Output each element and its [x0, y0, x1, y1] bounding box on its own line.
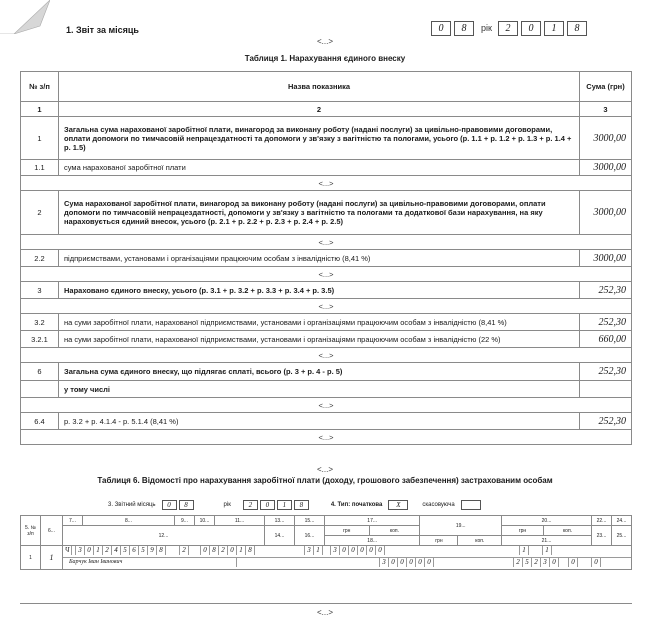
- col-header-name: Назва показника: [59, 72, 580, 102]
- row-line2: [63, 558, 631, 569]
- col-head-6: 6...: [41, 516, 63, 546]
- sub-kop: коп.: [544, 526, 592, 536]
- ellipsis-row: <...>: [21, 430, 632, 445]
- sum-cell[interactable]: 0: [358, 546, 367, 555]
- row-sum[interactable]: 3000,00: [580, 160, 632, 176]
- col-head-12: 12...: [63, 526, 265, 546]
- year-digit-box[interactable]: 1: [277, 500, 292, 510]
- contrib-cell[interactable]: 3: [541, 558, 550, 567]
- row-text: на суми заробітної плати, нарахованої підприємствами, установами і організаціями працюючим особам з інвалідністю (8,41 %): [59, 314, 580, 331]
- col-head-15: 15...: [295, 516, 325, 526]
- id-cell[interactable]: 5: [121, 546, 130, 555]
- row-sum[interactable]: 252,30: [580, 363, 632, 381]
- year-digit-box[interactable]: 0: [260, 500, 275, 510]
- col-head-8: 8...: [83, 516, 175, 526]
- report-month-title: 1. Звіт за місяць: [66, 25, 139, 35]
- ellipsis-marker: <...>: [316, 608, 333, 617]
- table-row: [21, 282, 632, 299]
- row-number: 6: [21, 363, 59, 381]
- date-cell[interactable]: 8: [210, 546, 219, 555]
- date-cell[interactable]: 1: [237, 546, 246, 555]
- id-cell[interactable]: 8: [157, 546, 166, 555]
- sum-cell[interactable]: 0: [416, 558, 425, 567]
- date-cell[interactable]: 0: [201, 546, 210, 555]
- table-row: [21, 363, 632, 381]
- row-sum[interactable]: 660,00: [580, 331, 632, 348]
- row-data-strip: [63, 546, 632, 570]
- row-text: сума нарахованої заробітної плати: [59, 160, 580, 176]
- id-cell[interactable]: 9: [148, 546, 157, 555]
- id-cell[interactable]: 5: [139, 546, 148, 555]
- row-sum[interactable]: 252,30: [580, 413, 632, 430]
- page-curl: [0, 0, 50, 34]
- table6-year-label: рік: [223, 502, 231, 508]
- year-digit-box[interactable]: 8: [294, 500, 309, 510]
- col-number-2: 2: [59, 102, 580, 117]
- row-line1: [63, 546, 631, 558]
- row-number: 3.2.1: [21, 331, 59, 348]
- col-head-25: 25...: [612, 526, 632, 546]
- year-digit-box[interactable]: 0: [521, 21, 541, 36]
- sum-cell[interactable]: 0: [367, 546, 376, 555]
- row-sum[interactable]: [580, 381, 632, 398]
- contrib-cell[interactable]: 2: [514, 558, 523, 567]
- row-text: Нараховано єдиного внеску, усього (р. 3.1 + р. 3.2 + р. 3.3 + р. 3.4 + р. 3.5): [59, 282, 580, 299]
- contrib-cell[interactable]: 2: [532, 558, 541, 567]
- id-cell[interactable]: 4: [112, 546, 121, 555]
- row-text: Загальна сума єдиного внеску, що підлягає сплаті, всього (р. 3 + р. 4 - р. 5): [59, 363, 580, 381]
- col-header-sum: Сума (грн): [580, 72, 632, 102]
- table-row: [21, 331, 632, 348]
- sum-cell[interactable]: 0: [349, 546, 358, 555]
- row-text: підприємствами, установами і організаціями працюючим особам з інвалідністю (8,41 %): [59, 250, 580, 267]
- table6-bottom-rule: [20, 603, 632, 604]
- sum-cell[interactable]: 0: [425, 558, 434, 567]
- id-cell[interactable]: 1: [94, 546, 103, 555]
- person-name[interactable]: Барчук Іван Іванович: [67, 558, 237, 567]
- month-digit-box[interactable]: 8: [454, 21, 474, 36]
- row-number: [21, 381, 59, 398]
- row-sum[interactable]: 3000,00: [580, 191, 632, 235]
- row-sum[interactable]: 252,30: [580, 282, 632, 299]
- sum-cell[interactable]: 0: [407, 558, 416, 567]
- date-cell[interactable]: 0: [228, 546, 237, 555]
- sub-kop: коп.: [369, 526, 420, 536]
- ellipsis-row: <...>: [21, 267, 632, 282]
- row-sum[interactable]: 3000,00: [580, 117, 632, 160]
- col-header-number: № з/п: [21, 72, 59, 102]
- ellipsis-row: <...>: [21, 299, 632, 314]
- year-label: рік: [481, 23, 492, 33]
- row-number: 3.2: [21, 314, 59, 331]
- table6-cancel-label: скасовуюча: [422, 502, 455, 508]
- col-head-22: 22...: [592, 516, 612, 526]
- table6-month-label: 3. Звітний місяць: [108, 502, 156, 508]
- month-digit-box[interactable]: 8: [179, 500, 194, 510]
- row-number: 1.1: [21, 160, 59, 176]
- ellipsis-row: <...>: [21, 176, 632, 191]
- table-row: [21, 160, 632, 176]
- end-cell[interactable]: 1: [543, 546, 552, 555]
- year-digit-box[interactable]: 2: [498, 21, 518, 36]
- date-cell[interactable]: 8: [246, 546, 255, 555]
- table-row: [21, 413, 632, 430]
- table-row: [21, 250, 632, 267]
- table6-insured-persons: [20, 515, 632, 570]
- row-number: 2: [21, 191, 59, 235]
- sum-cell[interactable]: 0: [398, 558, 407, 567]
- col-head-19: 19...: [420, 516, 502, 536]
- row-text: Загальна сума нарахованої заробітної плати, винагород за виконану роботу (надані послуги) за цивільно-правовими договорами, оплати допомоги по тимчасовій непрацездатності та допомоги у зв'язку з вагітністю та пологами, усього (р. 1.1 + р. 1.2 + р. 1.3 + р. 1.4 + р. 1.5): [59, 117, 580, 160]
- col-head-18: 18...: [325, 536, 420, 546]
- col-number-1: 1: [21, 102, 59, 117]
- header-period: [431, 21, 590, 36]
- year-digit-box[interactable]: 2: [243, 500, 258, 510]
- table-row: [21, 314, 632, 331]
- contrib-cell[interactable]: 5: [523, 558, 532, 567]
- year-digit-box[interactable]: 8: [567, 21, 587, 36]
- col-head-13: 13...: [265, 516, 295, 526]
- row-sum[interactable]: 3000,00: [580, 250, 632, 267]
- row-number: 2.2: [21, 250, 59, 267]
- col-head-23: 23...: [592, 526, 612, 546]
- col-head-7: 7...: [63, 516, 83, 526]
- type-initial-box[interactable]: X: [388, 500, 408, 510]
- id-cell[interactable]: 3: [76, 546, 85, 555]
- end-cell[interactable]: 0: [592, 558, 601, 567]
- col-head-16: 16...: [295, 526, 325, 546]
- col-head-20: 20...: [502, 516, 592, 526]
- sub-grn: грн: [325, 526, 370, 536]
- col-head-11: 11...: [215, 516, 265, 526]
- col-head-9: 9...: [175, 516, 195, 526]
- sum-cell[interactable]: 0: [376, 546, 385, 555]
- sum-cell[interactable]: 3: [380, 558, 389, 567]
- table6-period-row: [108, 500, 483, 510]
- sub-grn: грн: [420, 536, 458, 546]
- end-cell[interactable]: 1: [520, 546, 529, 555]
- col-head-24: 24...: [612, 516, 632, 526]
- col-head-21: 21...: [502, 536, 592, 546]
- col15-cell[interactable]: 3: [305, 546, 314, 555]
- date-cell[interactable]: 2: [219, 546, 228, 555]
- contrib-cell[interactable]: 0: [550, 558, 559, 567]
- ellipsis-row: <...>: [21, 348, 632, 363]
- col15-cell[interactable]: 1: [314, 546, 323, 555]
- letter-cell[interactable]: Ч: [63, 546, 72, 555]
- row-text: у тому числі: [59, 381, 580, 398]
- row-number: 1: [21, 546, 41, 570]
- col-head-14: 14...: [265, 526, 295, 546]
- row-text: р. 3.2 + р. 4.1.4 - р. 5.1.4 (8,41 %): [59, 413, 580, 430]
- sub-kop: коп.: [458, 536, 502, 546]
- code-cell[interactable]: 2: [180, 546, 189, 555]
- year-digit-box[interactable]: 1: [544, 21, 564, 36]
- table1-contributions: [20, 71, 632, 445]
- type-cancel-box[interactable]: [461, 500, 481, 510]
- id-cell[interactable]: 0: [85, 546, 94, 555]
- row-text: на суми заробітної плати, нарахованої підприємствами, установами і організаціями працюючим особам з інвалідністю (22 %): [59, 331, 580, 348]
- row-text: Сума нарахованої заробітної плати, винагород за виконану роботу (надані послуги) за цивільно-правовими договорами, оплати допомоги по тимчасовій непрацездатності, допомоги у зв'язку з вагітністю та пологами та додаткової бази нарахування, на яку нараховується єдиний внесок, усього (р. 2.1 + р. 2.2 + р. 2.3 + р. 2.4 + р. 2.5): [59, 191, 580, 235]
- ellipsis-row: <...>: [21, 235, 632, 250]
- col-head-5: 5. № з/п: [21, 516, 41, 546]
- ellipsis-marker: <...>: [316, 37, 333, 46]
- sum-cell[interactable]: 3: [331, 546, 340, 555]
- row-col6[interactable]: 1: [41, 546, 63, 570]
- id-cell[interactable]: 2: [103, 546, 112, 555]
- sub-grn: грн: [502, 526, 544, 536]
- sum-cell[interactable]: 0: [389, 558, 398, 567]
- table6-type-label: 4. Тип: початкова: [330, 502, 383, 508]
- id-cell[interactable]: 6: [130, 546, 139, 555]
- row-number: 3: [21, 282, 59, 299]
- month-digit-box[interactable]: 0: [431, 21, 451, 36]
- table1-caption: Таблиця 1. Нарахування єдиного внеску: [244, 54, 406, 63]
- table-row: [21, 117, 632, 160]
- ellipsis-row: <...>: [21, 398, 632, 413]
- row-sum[interactable]: 252,30: [580, 314, 632, 331]
- table-row: [21, 546, 632, 570]
- table-row: [21, 191, 632, 235]
- ellipsis-marker: <...>: [316, 465, 333, 474]
- end-cell[interactable]: 0: [569, 558, 578, 567]
- col-number-3: 3: [580, 102, 632, 117]
- sum-cell[interactable]: 0: [340, 546, 349, 555]
- table6-caption: Таблиця 6. Відомості про нарахування заробітної плати (доходу, грошового забезпечення) застрахованим особам: [97, 476, 553, 485]
- month-digit-box[interactable]: 0: [162, 500, 177, 510]
- col-head-10: 10...: [195, 516, 215, 526]
- col-head-17: 17...: [325, 516, 420, 526]
- row-number: 1: [21, 117, 59, 160]
- row-number: 6.4: [21, 413, 59, 430]
- table-row: [21, 381, 632, 398]
